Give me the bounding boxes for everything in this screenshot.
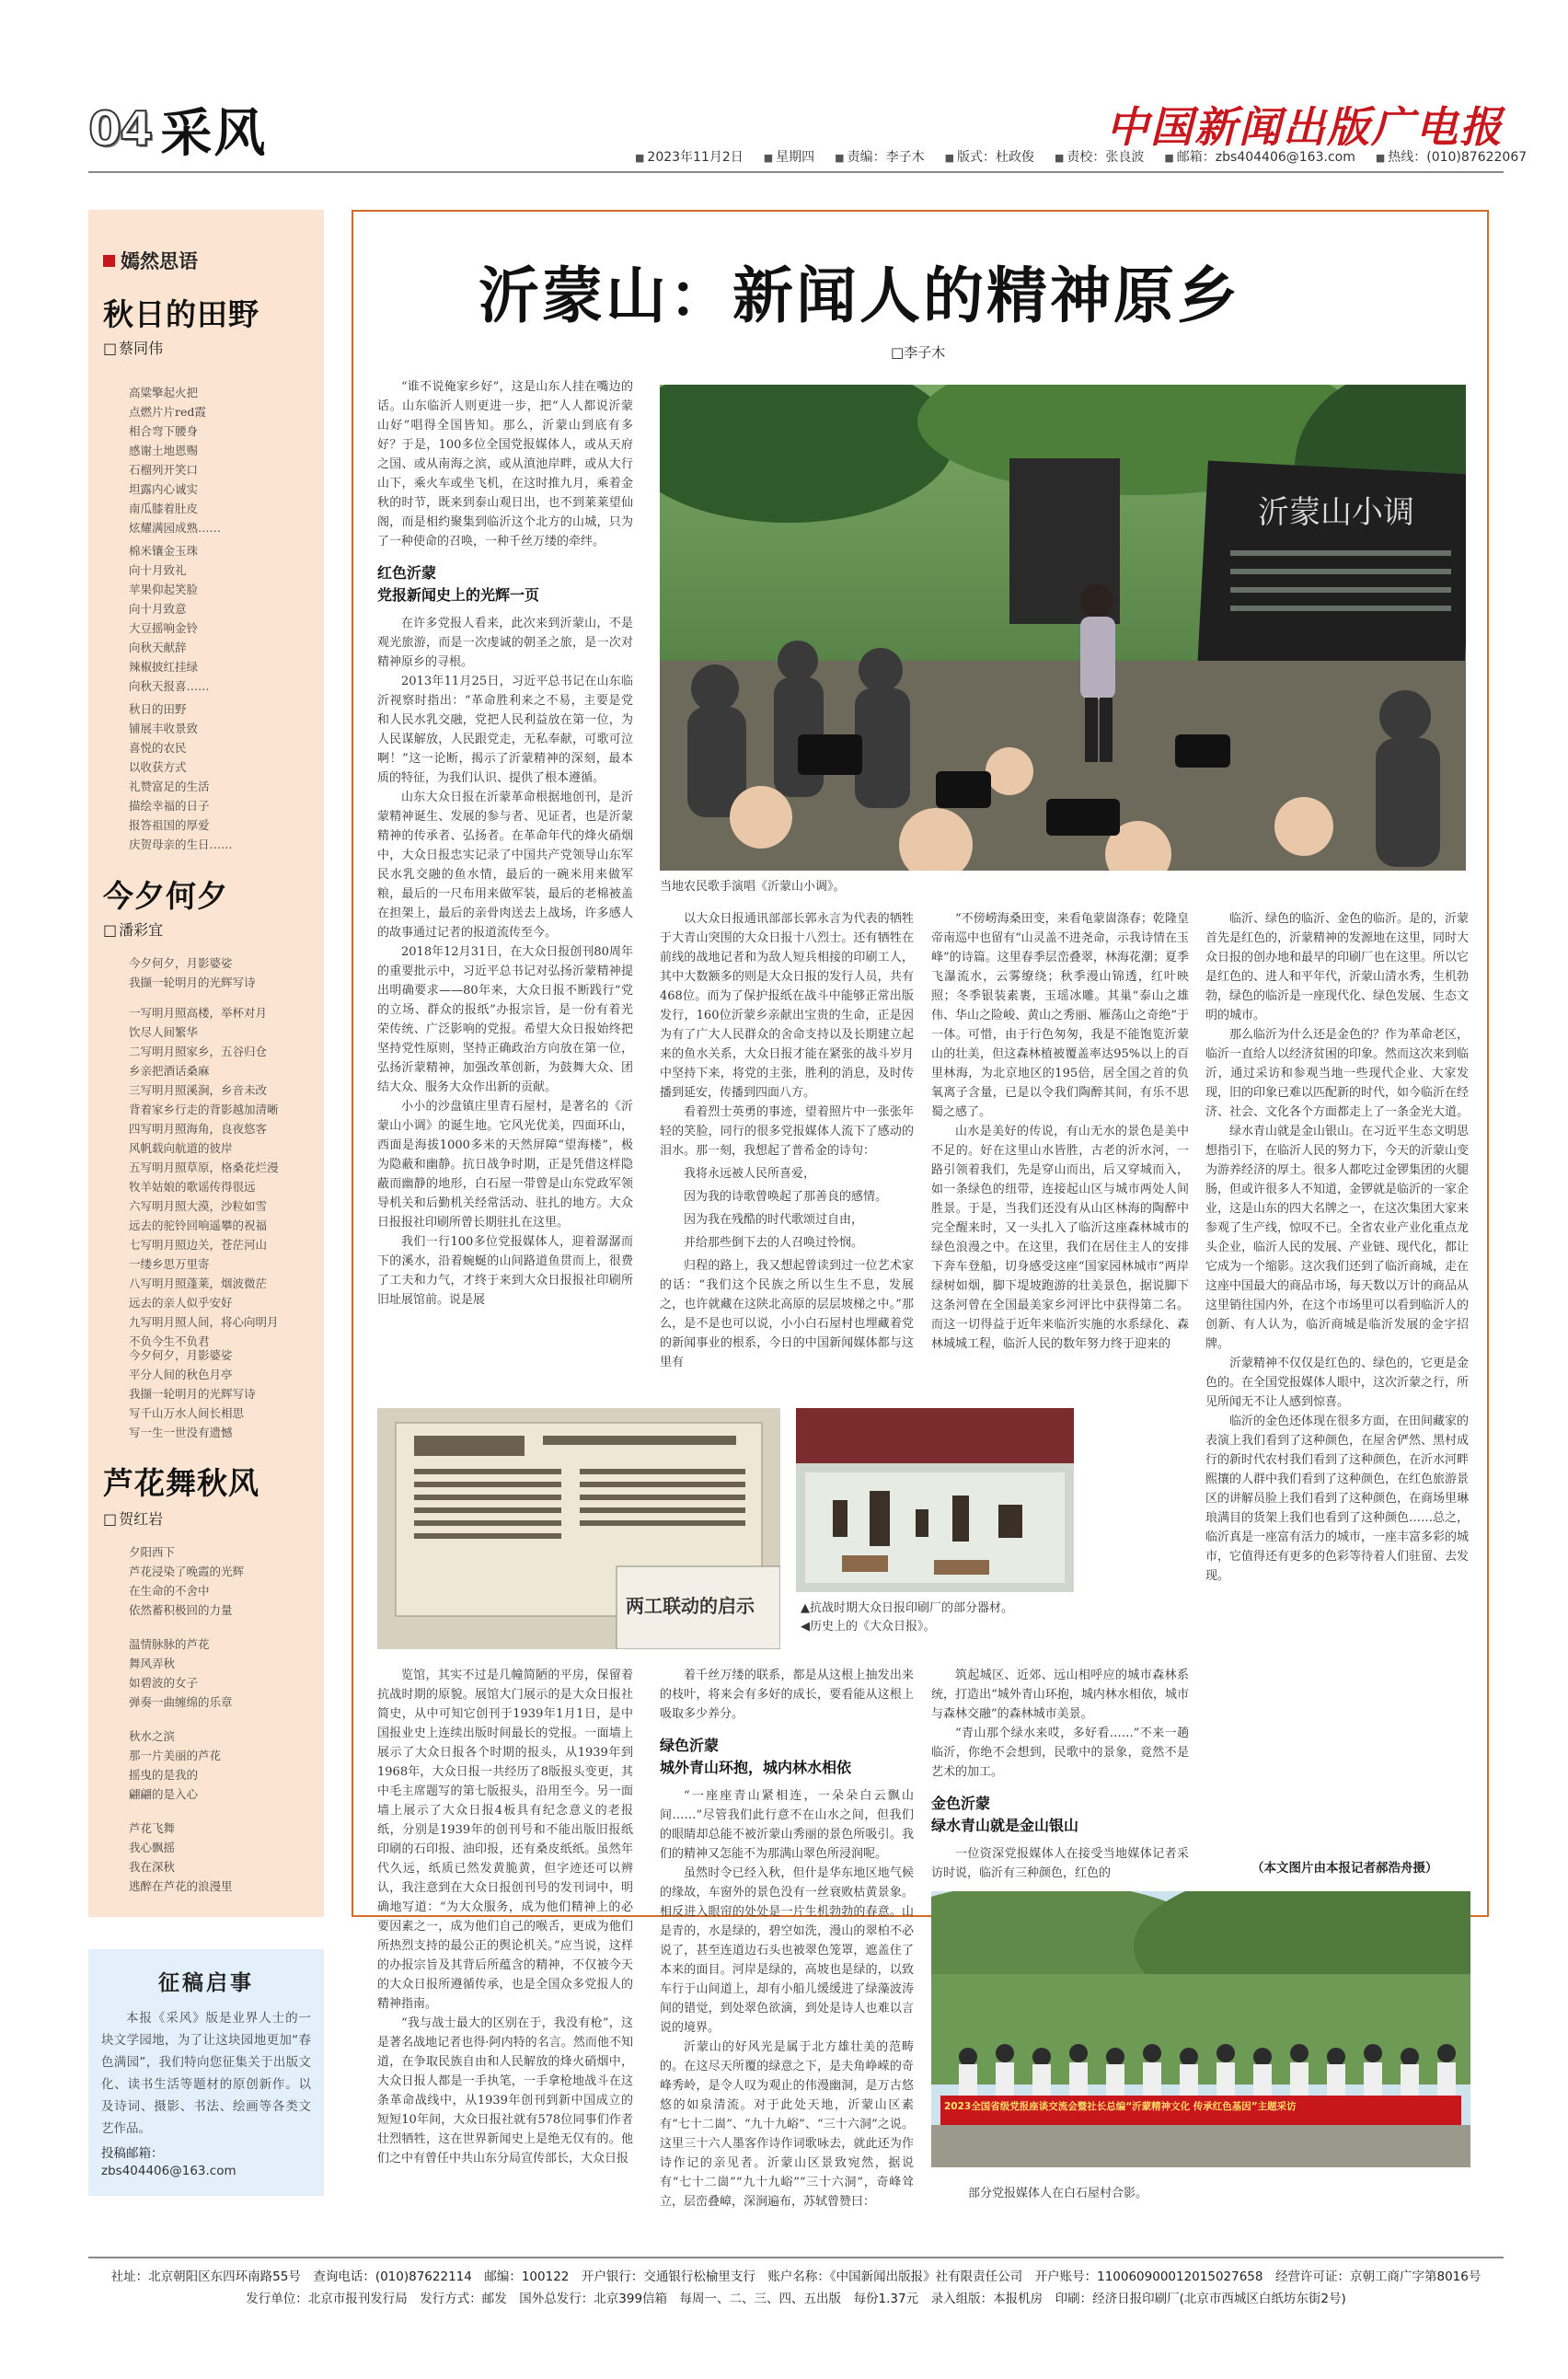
paragraph: “青山那个绿水来哎，多好看……”不来一趟临沂，你绝不会想到，民歌中的景象，竟然不是艺术的加工。 — [931, 1727, 1189, 1779]
paragraph: 着千丝万缕的联系，都是从这根上抽发出来的枝叶，将来会有多好的成长，要看能从这根上吸取多少养分。 — [660, 1669, 914, 1721]
header-divider — [88, 171, 1504, 173]
paragraph: “一座座青山紧相连，一朵朵白云飘山间……”尽管我们此行意不在山水之间，但我们的眼睛却总能不被沂蒙山秀丽的景色所吸引。我们的精神又怎能不为那满山翠色所浸润呢。 — [660, 1789, 914, 1861]
footer-distribution-info: 发行单位：北京市报刊发行局 发行方式：邮发 国外总发行：北京399信箱 每周一、二、三、四、五出版 每份1.37元 录入组版：本报机房 印刷：经济日报印刷厂(北京市西城区白纸坊东街2号) — [246, 2292, 1346, 2306]
paragraph: 沂蒙山的好风光是属于北方雄壮美的范畴的。在这尽天所覆的绿意之下，是夫角峥嵘的奇峰秀岭，是令人叹为观止的伟漫幽洞，是万古悠悠的如泉清流。对于此处天地，沂蒙山区素有“七十二崮”、“九十九峪”、“三十六洞”之说。这里三十六人墨客作诗作词歌咏去，就此还为作诗作记的亲见者。沂蒙山区景致宛然，据说有“七十二崮”“九十九峪”“三十六洞”，奇峰耸立，层峦叠嶂，深涧遍布，苏轼曾赞曰： — [660, 2040, 914, 2209]
newspaper-logo: 中国新闻出版广电报 — [1106, 102, 1504, 152]
paragraph: 在许多党报人看来，此次来到沂蒙山，不是观光旅游，而是一次虔诚的朝圣之旅，是一次对精神原乡的寻根。 — [377, 617, 633, 669]
notice-email-link[interactable]: zbs404406@163.com — [101, 2164, 236, 2178]
article-column-2 — [660, 909, 914, 1397]
paragraph: 归程的路上，我又想起曾读到过一位艺术家的话：“我们这个民族之所以生生不息，发展之，也许就藏在这陕北高原的层层坡梯之中。”那么，是不是也可以说，小小白石屋村也埋藏着党的新闻事业的根系，今日的中国新闻媒体都与这里有 — [660, 1259, 914, 1369]
article-title: 沂蒙山：新闻人的精神原乡 — [478, 260, 1240, 331]
poem-title: 芦花舞秋风 — [103, 1465, 259, 1501]
hotline: ■ 热线：(010)87622067 — [1376, 147, 1527, 166]
historic-newspaper-illustration — [377, 1408, 780, 1649]
issue-weekday: ■ 星期四 — [764, 147, 814, 166]
footer-divider — [88, 2257, 1504, 2258]
poem-stanza: 芦花飞舞 我心飘摇 我在深秋 逃醉在芦花的浪漫里 — [129, 1821, 233, 1893]
photo-folk-singer — [660, 385, 1466, 871]
section-heading-main: 红色沂蒙 — [377, 564, 437, 582]
poem-line: 我将永远被人民所喜爱， — [684, 1167, 816, 1181]
column-tag: 嫣然思语 — [103, 247, 198, 274]
section-masthead — [88, 98, 267, 162]
poem-stanza: 温情脉脉的芦花 舞风弄秋 如碧波的女子 弹奏一曲缠绵的乐章 — [129, 1637, 233, 1709]
paragraph: 虽然时令已经入秋，但什是华东地区地气候的缘故，车窗外的景色没有一丝衰败枯黄景象。相反进入眼帘的处处是一片生机勃勃的春意。山是青的，水是绿的，碧空如洗，漫山的翠柏不必说了，甚至连道边石头也被翠色笼罩，遮盖住了本来的面目。河岸是绿的，高坡也是绿的，以致车行于山间道上，却有小船儿缓缓进了绿藻波涛间的错觉，到处翠色欲滴，到处是诗人也难以言说的境界。 — [660, 1866, 914, 2035]
paragraph: 临沂、绿色的临沂、金色的临沂。是的，沂蒙首先是红色的，沂蒙精神的发源地在这里，同时大众日报的创办地和最早的印刷厂也在这里。所以它是红色的、进人和平年代，沂蒙山清水秀，生机勃勃，绿色的临沂是一座现代化、绿色发展、生态文明的城市。 — [1205, 912, 1469, 1022]
paragraph: “不傍崂海桑田变，来看龟蒙崮涤春；乾隆皇帝南巡中也留有“山灵盖不进尧命，示我诗情在玉峰”的诗篇。这里春季层峦叠翠，林海花潮；夏季飞瀑流水，云雾缭绕；秋季漫山锦透，红叶映照；冬季银装素裹，玉瑶冰雕。其巢“泰山之雄伟、华山之险峻、黄山之秀丽、雁荡山之奇绝”于一体。可惜，由于行色匆匆，我是不能饱览沂蒙山的壮美，但这森林植被覆盖率达95%以上的百里林海，为北京地区的195倍，居全国之首的负氧离子含量，已是以令我们陶醉其间，有乐不思蜀之感了。 — [931, 912, 1189, 1119]
photo-credit: （本文图片由本报记者郝浩舟摄） — [1251, 1861, 1438, 1876]
poem-stanza: 秋水之滨 那一片美丽的芦花 摇曳的是我的 翩翩的是入心 — [129, 1729, 222, 1801]
poem-stanza: 夕阳西下 芦花浸染了晚霞的光辉 在生命的不舍中 依然蓄积极回的力量 — [129, 1545, 245, 1617]
paragraph: 览馆，其实不过是几幢简陋的平房，保留着抗战时期的原貌。展馆大门展示的是大众日报社简史，从中可知它创刊于1939年1月1日，是中国报业史上连续出版时间最长的党报。一面墙上展示了大众日报各个时期的报头，从1939年到1968年，大众日报一共经历了8版报头变更，其中毛主席题写的第七版报头，沿用至今。另一面墙上展示了大众日报4板具有纪念意义的老报纸，分别是1939年的创刊号和不能出版旧报纸印刷的石印报、油印报，还有桑皮纸纸。虽然年代久远，纸质已然发黄脆黄，但字迹还可以辨认，我注意到在大众日报创刊号的发刊词中，明确地写道：“为大众服务，成为他们精神上的必要因素之一，成为他们自己的喉舌，更成为他们所热烈支持的最公正的舆论机关。”应当说，这样的办报宗旨及其背后所蕴含的精神，不仅被今天的大众日报所遵循传承，也是全国众多党报人的精神指南。 — [377, 1669, 633, 2011]
paragraph: 以大众日报通讯部部长郭永言为代表的牺牲于大青山突围的大众日报十八烈士。还有牺牲在前线的战地记者和为敌人短兵相接的印刷工人，其中大数额多的则是大众日报的发行人员，共有468位。而为了保护报纸在战斗中能够正常出版发行，160位沂蒙乡亲献出宝贵的生命，正是因为有了广大人民群众的舍命支持以及长期建立起来的鱼水关系，大众日报才能在紧张的战斗岁月中坚持下来，将党的主张，胜利的消息，及时传播到延安，传播到四面八方。 — [660, 912, 914, 1100]
poem-stanza: 今夕何夕，月影婆娑 我撷一轮明月的光辉写诗 — [129, 956, 256, 989]
poem-author: □ 潘彩宜 — [103, 918, 163, 940]
footer-publisher-info: 社址：北京朝阳区东四环南路55号 查询电话：(010)87622114 邮编：100122 开户银行：交通银行松榆里支行 账户名称：《中国新闻出版报》社有限责任公司 开户账号：110060900012015027658 经营许可证：京朝工商广字第8016号 — [110, 2269, 1482, 2284]
poem-author: □ 蔡同伟 — [103, 337, 163, 358]
contact-email[interactable]: ■ 邮箱：zbs404406@163.com — [1164, 147, 1355, 166]
poem-author: □ 贺红岩 — [103, 1507, 163, 1529]
photo-caption: 当地农民歌手演唱《沂蒙山小调》。 — [660, 880, 846, 894]
paragraph: 山东大众日报在沂蒙革命根据地创刊，是沂蒙精神诞生、发展的参与者、见证者，也是沂蒙精神的传承者、弘扬者。在革命年代的烽火硝烟中，大众日报忠实记录了中国共产党领导山东军民水乳交融的鱼水情，最后的一碗米用来做军粮，最后的一尺布用来做军装，最后的老棉被盖在担架上，最后的亲骨肉送去上战场，许多感人的故事通过记者的报道流传至今。 — [377, 791, 633, 940]
poem-line: 并给那些倒下去的人召唤过怜悯。 — [684, 1236, 864, 1250]
photo-group — [931, 1891, 1470, 2167]
editor-credit: ■ 责编：李子木 — [835, 147, 924, 166]
paragraph: “我与战士最大的区别在于，我没有枪”，这是著名战地记者也得·阿内特的名言。然而他不知道，在争取民族自由和人民解放的烽火硝烟中，大众日报人都是一手执笔，一手拿枪地战斗在这条革命战线中，从1939年创刊到新中国成立的短短10年间，大众日报社就有578位同事们作者壮烈牺牲，这在世界新闻史上是绝无仅有的。他们之中有曾任中共山东分局宣传部长，大众日报 — [377, 2016, 633, 2165]
poem-stanza: 高粱擎起火把 点燃片片red霞 相合弯下腰身 感谢土地恩赐 石榴列开笑口 坦露内心诚实 南瓜膝着肚皮 炫耀满园成熟…… — [129, 386, 222, 535]
folk-singer-photo-illustration — [660, 385, 1466, 871]
photo-caption: ◀历史上的《大众日报》。 — [801, 1620, 936, 1634]
article-column-4 — [1205, 909, 1469, 1839]
section-heading — [660, 1735, 914, 1779]
section-heading-main: 绿色沂蒙 — [660, 1737, 720, 1754]
paragraph: 沂蒙精神不仅仅是红色的、绿色的，它更是金色的。在全国党报媒体人眼中，这次沂蒙之行，所见所闻无不让人感到惊喜。 — [1205, 1357, 1469, 1409]
poem-stanza: 一写明月照高楼，举杯对月 饮尽人间繁华 二写明月照家乡，五谷归仓 乡亲把酒话桑麻 三写明月照溪涧，乡音未改 背着家乡行走的背影越加清晰 四写明月照海角，良夜悠客 风帆载向航道的彼岸 五写明月照草原，格桑花烂漫 牧羊姑娘的歌谣传得很远 六写明月照大漠，沙粒如雪 远去的驼铃回响遥攀的祝福 七写明月照边关，苍茫河山 一缕乡思万里寄 八写明月照蓬莱，烟波微茫 远去的亲人似乎安好 九写明月照人间，将心向明月 不负今生不负君 — [129, 1006, 279, 1348]
notice-contact-label: 投稿邮箱： — [101, 2146, 164, 2161]
paragraph: 小小的沙盘镇庄里青石屋村，是著名的《沂蒙山小调》的诞生地。它风光优美，四面环山，西面是海拔1000多米的天然屏障“望海楼”，极为隐蔽和幽静。抗日战争时期，正是凭借这样隐蔽而幽静的地形，白石屋一带曾是山东党政军领导机关和后勤机关经常活动、驻扎的地方。大众日报报社印刷所曾长期驻扎在这里。 — [377, 1100, 633, 1230]
photo2-captions — [801, 1599, 1013, 1636]
section-heading — [377, 562, 633, 606]
article-column-b1 — [377, 1666, 633, 2246]
paragraph: 临沂的金色还体现在很多方面，在田间藏家的表演上我们看到了这种颜色，在屋舍俨然、黑村成行的新时代农村我们看到了这种颜色，在沂水河畔熙攘的人群中我们看到了这种颜色，在红色旅游景区的讲解员脸上我们看到了这种颜色，在商场里琳琅满目的货架上我们也看到了这种颜色……总之，临沂真是一座富有活力的城市，一座丰富多彩的城市，它值得还有更多的色彩等待着人们驻留、去发现。 — [1205, 1415, 1469, 1583]
poster-text: 两工联动的启示 — [626, 1595, 755, 1617]
header-info-bar — [635, 147, 1528, 166]
submission-notice — [88, 1949, 324, 2196]
article-column-1 — [377, 377, 633, 1353]
section-heading-sub: 城外青山环抱，城内林水相依 — [660, 1759, 852, 1776]
paragraph: “谁不说俺家乡好”，这是山东人挂在嘴边的话。山东临沂人则更进一步，把“人人都说沂蒙山好”唱得全国皆知。那么，沂蒙山到底有多好？于是，100多位全国党报媒体人，或从天府之国、或从南海之滨，或从滇池岸畔，或从大行山下，乘火车或坐飞机，在这时推九月，乘着金秋的时节，既来到泰山观日出，也不到莱莱望仙阁，而是相约聚集到临沂这个北方的山城，只为了一种使命的召唤，一种千丝万缕的牵绊。 — [377, 380, 633, 549]
photo-historic-newspaper — [377, 1408, 780, 1649]
paragraph: 筑起城区、近郊、远山相呼应的城市森林系统，打造出“城外青山环抱，城内林水相依，城市与森林交融”的森林城市美景。 — [931, 1669, 1189, 1721]
article-byline: □ 李子木 — [891, 342, 945, 362]
layout-credit: ■ 版式：杜政俊 — [945, 147, 1034, 166]
poem-line: 因为我在残酷的时代歌颂过自由， — [684, 1213, 864, 1227]
article-column-b3 — [931, 1666, 1189, 1887]
photo-caption: ▲抗战时期大众日报印刷厂的部分器材。 — [801, 1601, 1013, 1615]
poem-title: 秋日的田野 — [103, 296, 259, 332]
printing-equipment-illustration — [796, 1408, 1074, 1592]
issue-date: ■ 2023年11月2日 — [635, 147, 744, 166]
notice-body: 本报《采风》版是业界人士的一块文学园地，为了让这块园地更加“春色满园”，我们特向您征集关于出版文化、读书生活等题材的原创新作。以及诗词、摄影、书法、绘画等各类文艺作品。 — [101, 2011, 311, 2136]
monument-inscription: 沂蒙山小调 — [1258, 494, 1414, 531]
group-photo-illustration — [931, 1891, 1470, 2167]
poem-stanza: 今夕何夕，月影婆娑 平分人间的秋色月亭 我撷一轮明月的光辉写诗 写千山万水人间长相思 写一生一世没有遗憾 — [129, 1348, 256, 1439]
poem-title: 今夕何夕 — [103, 878, 228, 914]
photo-caption: 部分党报媒体人在白石屋村合影。 — [968, 2187, 1148, 2200]
paragraph: 一位资深党报媒体人在接受当地媒体记者采访时说，临沂有三种颜色，红色的 — [931, 1847, 1189, 1880]
section-name: 采风 — [160, 103, 268, 164]
photo-printing-equipment — [796, 1408, 1074, 1592]
paragraph: 2013年11月25日，习近平总书记在山东临沂视察时指出：“革命胜利来之不易，主要是党和人民水乳交融，党把人民利益放在第一位，为人民谋解放，人民跟党走，无私奉献，可歌可泣啊！”这一论断，揭示了沂蒙精神的深刻，最本质的特征，为我们认识、提供了根本遵循。 — [377, 675, 633, 785]
poem-stanza: 棉米镶金玉珠 向十月致礼 苹果仰起笑脸 向十月致意 大豆摇响金铃 向秋天献辞 辣椒披红挂绿 向秋天报喜…… — [129, 544, 210, 693]
paragraph: 我们一行100多位党报媒体人，迎着潺潺而下的溪水，沿着蜿蜒的山间路道鱼贯而上，很费了工夫和力气，才终于来到大众日报报社印刷所旧址展馆前。说是展 — [377, 1235, 633, 1307]
paragraph: 绿水青山就是金山银山。在习近平生态文明思想指引下，在临沂人民的努力下，今天的沂蒙山变为游养经济的厚土。很多人都吃过金锣集团的火腿肠，但或许很多人不知道，金锣就是临沂的一家企业，这是山东的四大名牌之一，在这次集团大家来参观了生产线，惊叹不已。全省农业产业化重点龙头企业，临沂人民的发展、产业链、现代化，都让它成为一个缩影。这次我们还到了临沂商城，走在这座中国最大的商品市场，每天数以万计的商品从这里销往国内外，在这个市场里可以看到临沂人的创新、有人认为，临沂商城是临沂发展的金字招牌。 — [1205, 1125, 1469, 1351]
poetry-sidebar — [88, 210, 324, 1917]
page-number: 04 — [88, 102, 152, 157]
section-heading-main: 金色沂蒙 — [931, 1795, 991, 1812]
poem-line: 因为我的诗歌曾唤起了那善良的感情。 — [684, 1190, 888, 1204]
notice-title: 征稿启事 — [158, 1971, 254, 1995]
section-heading-sub: 党报新闻史上的光辉一页 — [377, 586, 540, 604]
section-heading — [931, 1793, 1189, 1837]
proof-credit: ■ 责校：张良波 — [1055, 147, 1144, 166]
paragraph: 那么临沂为什么还是金色的？作为革命老区，临沂一直给人以经济贫困的印象。然而这次来到临沂，通过采访和参观当地一些现代企业、大家发现，旧的印象已难以匹配新的时代，如今临沂在经济、社会、文化各个方面都走上了一条金光大道。 — [1205, 1028, 1469, 1119]
section-heading-sub: 绿水青山就是金山银山 — [931, 1817, 1079, 1834]
paragraph: 看着烈士英勇的事迹，望着照片中一张张年轻的笑脸，同行的很多党报媒体人流下了感动的泪水。那一刻，我想起了普希金的诗句： — [660, 1105, 914, 1158]
poem-stanza: 秋日的田野 铺展丰收景致 喜悦的农民 以收获方式 礼赞富足的生活 描绘幸福的日子 报答祖国的厚爱 庆贺母亲的生日…… — [129, 702, 233, 851]
group-photo-banner: 2023全国省级党报座谈交流会暨社长总编“沂蒙精神文化 传承红色基因”主题采访 — [944, 2101, 1297, 2112]
article-column-b2 — [660, 1666, 914, 2246]
paragraph: 2018年12月31日，在大众日报创刊80周年的重要批示中，习近平总书记对弘扬沂蒙精神提出明确要求——80年来，大众日报不断践行“党的立场、群众的报纸”办报宗旨，是一份有着光荣传统、广泛影响的党报。希望大众日报始终把坚持党性原则，坚持正确政治方向放在第一位，弘扬沂蒙精神，加强改革创新，为鼓舞大众、团结大众、服务大众作出新的贡献。 — [377, 945, 633, 1094]
paragraph: 山水是美好的传说，有山无水的景色是美中不足的。好在这里山水皆胜，古老的沂水河，一路引领着我们，先是穿山而出，后又穿城而入，如一条绿色的纽带，连接起山区与城市两处人间胜景。于是，当我们还没有从山区林海的陶醉中完全醒来时，又一头扎入了临沂这座森林城市的绿色浪漫之中。在这里，我们在居住主人的安排下奔车登船，切身感受这座“国家园林城市”两岸绿树如烟，脚下堤坡跑游的壮美景色，据说脚下这条河曾在全国最美家乡河评比中获得第二名。而这一切得益于近年来临沂实施的水系绿化、森林城城工程，临沂人民的数年努力终于迎来的 — [931, 1125, 1189, 1351]
article-column-3 — [931, 909, 1189, 1397]
